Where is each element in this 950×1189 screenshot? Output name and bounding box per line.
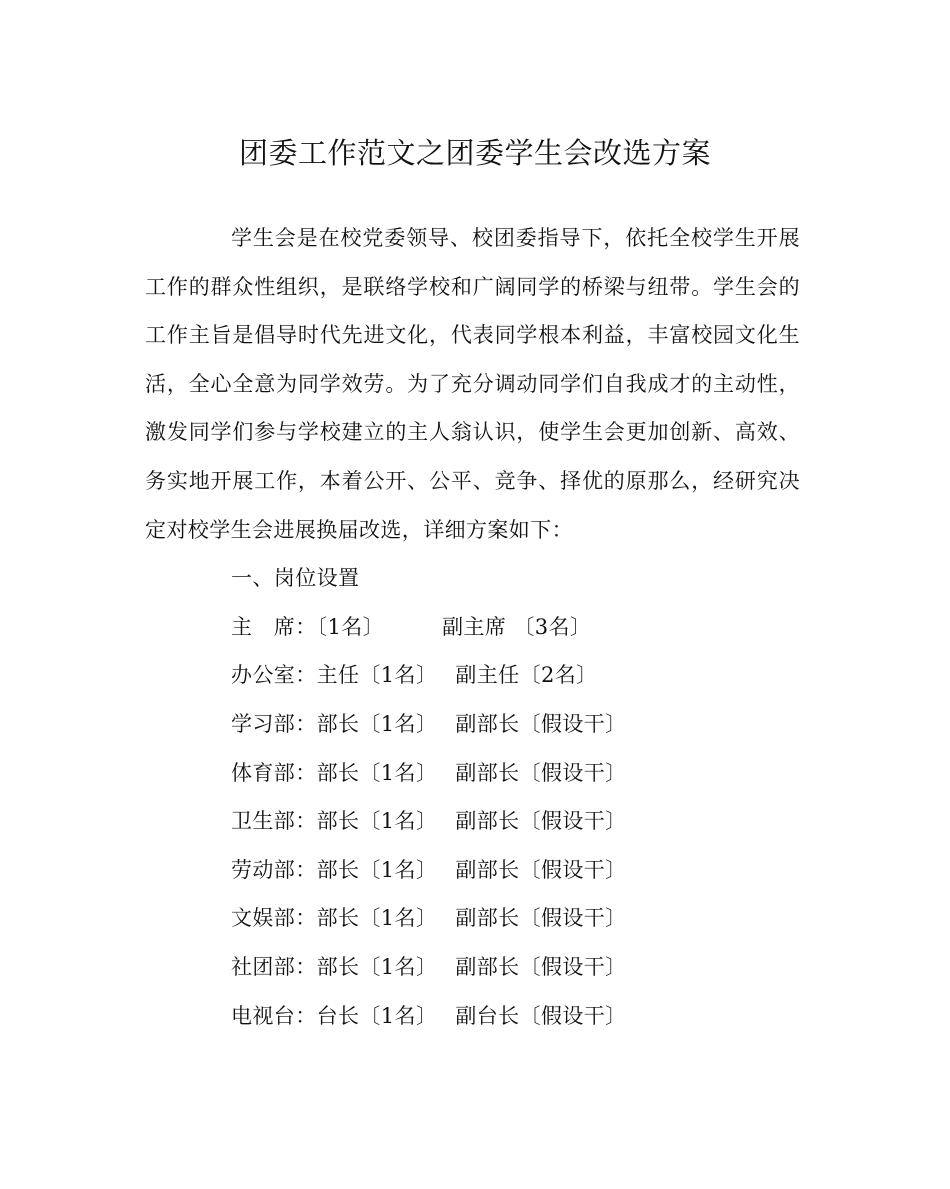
position-left: 体育部：部长〔1名〕 <box>231 760 438 785</box>
position-left: 办公室：主任〔1名〕 <box>231 663 438 688</box>
position-left: 电视台：台长〔1名〕 <box>231 1003 438 1028</box>
position-right: 副部长〔假设干〕 <box>455 857 627 882</box>
position-right: 副部长〔假设干〕 <box>455 711 627 736</box>
position-row-tv <box>145 992 800 1041</box>
position-right: 副部长〔假设干〕 <box>455 809 627 834</box>
position-left: 劳动部：部长〔1名〕 <box>231 857 438 882</box>
position-left: 主 席：〔1名〕 <box>231 614 385 639</box>
position-right: 副部长〔假设干〕 <box>455 954 627 979</box>
position-left: 文娱部：部长〔1名〕 <box>231 906 438 931</box>
position-row-labor <box>145 846 800 895</box>
position-row-clubs <box>145 943 800 992</box>
position-row-arts <box>145 894 800 943</box>
position-left: 学习部：部长〔1名〕 <box>231 711 438 736</box>
position-right: 副主席 〔3名〕 <box>442 614 592 639</box>
position-left: 社团部：部长〔1名〕 <box>231 954 438 979</box>
section-heading: 一、岗位设置 <box>231 566 360 591</box>
document-body <box>145 214 800 1040</box>
position-list <box>145 554 800 1040</box>
intro-paragraph: 学生会是在校党委领导、校团委指导下，依托全校学生开展工作的群众性组织，是联络学校和广阔同学的桥梁与纽带。学生会的工作主旨是倡导时代先进文化，代表同学根本利益，丰富校园文化生活，全心全意为同学效劳。为了充分调动同学们自我成才的主动性，激发同学们参与学校建立的主人翁认识，使学生会更加创新、高效、务实地开展工作，本着公开、公平、竞争、择优的原那么，经研究决定对校学生会进展换届改选，详细方案如下： <box>145 226 800 542</box>
position-right: 副部长〔假设干〕 <box>455 906 627 931</box>
position-row-study <box>145 700 800 749</box>
position-right: 副台长〔假设干〕 <box>455 1003 627 1028</box>
position-row-chair <box>145 603 800 652</box>
position-row-sports <box>145 749 800 798</box>
position-row-health <box>145 797 800 846</box>
position-row-office <box>145 651 800 700</box>
document-title: 团委工作范文之团委学生会改选方案 <box>238 136 711 170</box>
position-right: 副部长〔假设干〕 <box>455 760 627 785</box>
position-left: 卫生部：部长〔1名〕 <box>231 809 438 834</box>
position-right: 副主任〔2名〕 <box>455 663 598 688</box>
